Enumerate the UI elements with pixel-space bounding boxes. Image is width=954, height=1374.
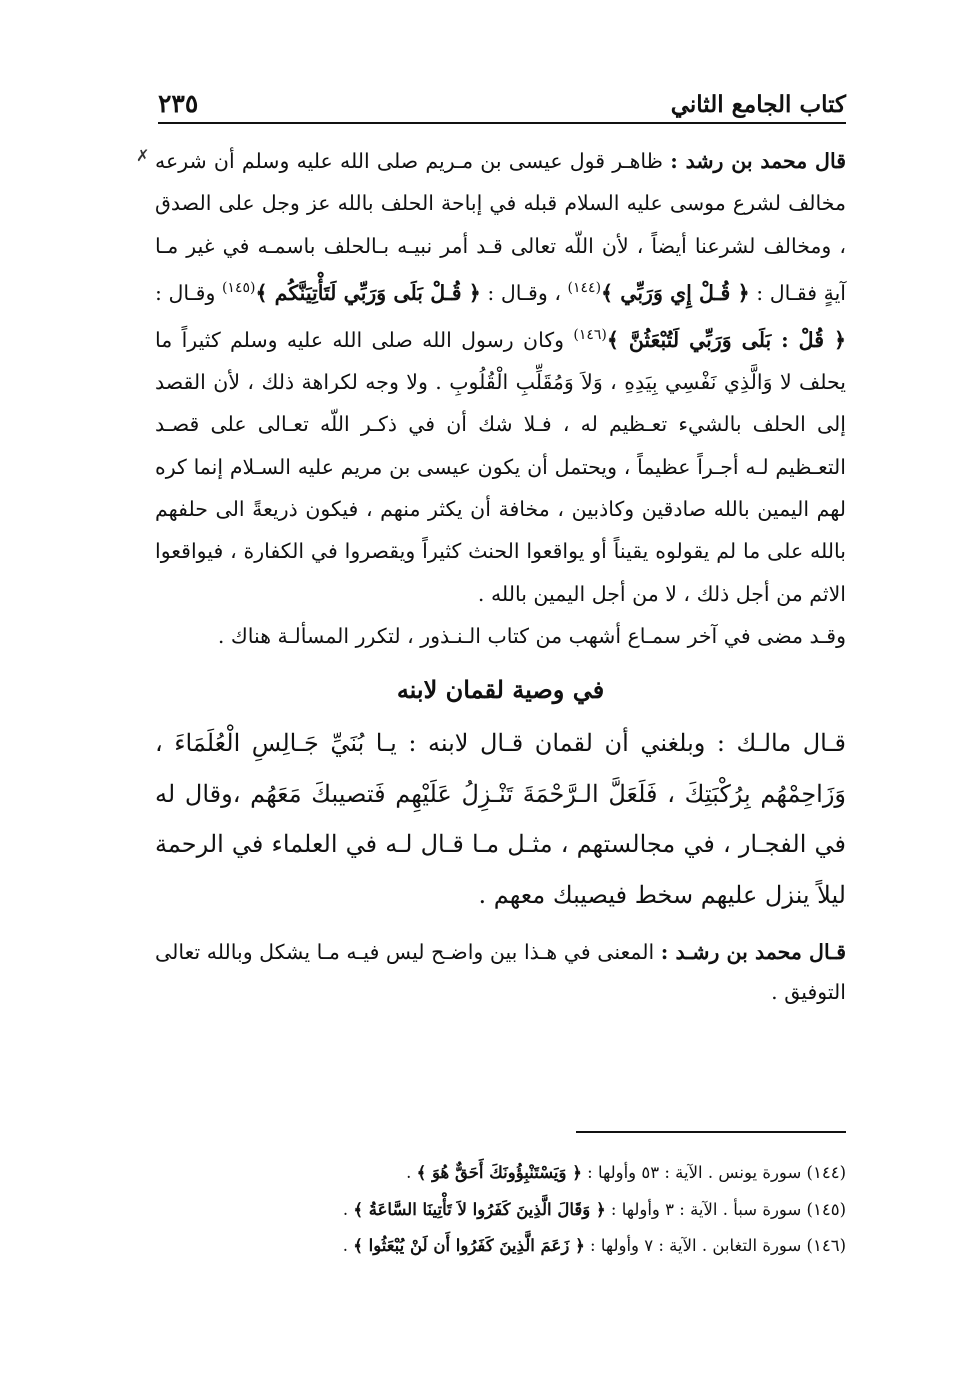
footnote-end: . (342, 1236, 354, 1255)
footnote-quote: ﴿ زَعَمَ الَّذِينَ كَفَرُوا أَن لَنْ يُبْعَثُوا ﴾ (353, 1236, 585, 1255)
paragraph-text: وكان رسول الله صلى الله عليه وسلم كثيراً ما يحلف لا وَالَّذِي نَفْسِي بِيَدِهِ ، وَلاَ وَمُقَلِّبِ الْقُلُوبِ . ولا وجه لكراهة ذلك ، لأن القصد إلى الحلف بالشيء تعـظيم له ، فـلا شك أن في ذكـر اللّه تعـالى على قصـد التعـظيم لـه أجـراً عظيماً ، ويحتمل أن يكون عيسى بن مريم عليه السـلام إنما كره لهم اليمين بالله صادقين وكاذبين ، مخافة أن يكثر منهم ، فيكون ذريعةً الى حلفهم بالله على ما لم يقولوه يقيناً أو يواقعوا الحنث كثيراً ويقصروا في الكفارة ، فيواقعوا الاثم من أجل ذلك ، لا من أجل اليمين بالله . (155, 327, 846, 606)
quran-quote: ﴿ قُلْ : بَلَى وَرَبِّي لَتُبْعَثُنَّ ﴾ (606, 327, 846, 352)
footnotes (155, 1155, 846, 1265)
footnote-ref: (١٤٥) (221, 279, 256, 296)
paragraph-note: وقـد مضى في آخر سمـاع أشهب من كتاب الـنـذور ، لتكرر المسألـة هناك . (217, 623, 846, 648)
footnote-ref: (١٤٤) (567, 279, 602, 296)
paragraph-closing (155, 932, 846, 1012)
footnote-item (155, 1228, 846, 1265)
paragraph-commentary (155, 140, 846, 615)
footnote-text: سورة سبأ . الآية : ٣ وأولها : (605, 1199, 807, 1219)
paragraph-text: ظاهـر قول عيسى بن مـريم صلى الله عليه وسلم أن شرعه مخالف لشرع موسى عليه السلام قبله في إباحة الحلف بالله عز وجل على الصدق ، ومخالف لشرعنا أيضاً ، لأن اللّه تعالى قـد أمر نبيـه بـالحلف باسمـه في غير مـا آيةٍ فقـال : (155, 149, 846, 305)
book-title: كتاب الجامع الثاني (670, 91, 846, 118)
footnote-number: (١٤٦) (806, 1236, 846, 1255)
footnote-quote: ﴿ وَيَسْتَنْبِؤُونَكَ أَحَقٌّ هُوَ ﴾ (416, 1163, 582, 1182)
footnote-number: (١٤٤) (806, 1163, 846, 1182)
footnote-end: . (406, 1163, 417, 1182)
running-header (158, 78, 846, 124)
paragraph-narration: قـال مالـك : وبلغني أن لقمان قـال لابنه : يـا بُنَيِّ جَـالِسِ الْعُلَمَاءَ ، وَزَاحِمْهُم بِرُكْبَتِكَ ، فَلَعَلَّ الـرَّحْمَةَ تَنْـزِلُ عَلَيْهِم فَتصيبكَ مَعَهُم ،وقال له في الفجـار ، في مجالستهم ، مثـل مـا قـال لـه في العلماء في الرحمة ليلاً ينزل عليهم سخط فيصيبك معهم . (155, 729, 846, 909)
footnote-item (155, 1192, 846, 1229)
footnote-text: سورة يونس . الآية : ٥٣ وأولها : (581, 1163, 807, 1182)
body-text (155, 140, 846, 1012)
section-heading: في وصية لقمان لابنه (396, 675, 605, 705)
quran-quote: ﴿ قُـلْ إِي وَرَبِّي ﴾ (601, 280, 750, 305)
paragraph-text: المعنى في هـذا بين واضـح ليس فيـه مـا يشكل وبالله تعالى التوفيق . (155, 940, 846, 1005)
footnote-end: . (342, 1199, 354, 1219)
footnote-text: سورة التغابن . الآية : ٧ وأولها : (584, 1236, 807, 1255)
paragraph-text: وقـال : (155, 280, 222, 305)
quran-quote: ﴿ قُـلْ بَلَى وَرَبِّي لَتَأْتِيَنَّكُم ﴾ (255, 280, 481, 305)
speaker-label: قـال محمد بن رشـد : (660, 940, 847, 965)
speaker-label: قال محمد بن رشد : (670, 149, 846, 173)
footnote-separator (576, 1131, 846, 1133)
footnote-number: (١٤٥) (806, 1199, 846, 1219)
footnote-quote: ﴿ وَقَالَ الَّذِينَ كَفَرُوا لاَ تَأْتِينَا السَّاعَةُ ﴾ (353, 1199, 606, 1219)
footnote-ref: (١٤٦) (573, 327, 607, 344)
footnote-item (155, 1155, 846, 1192)
page-number: ٢٣٥ (158, 89, 199, 118)
margin-mark: ✗ (136, 146, 150, 165)
paragraph-text: ، وقـال : (480, 280, 568, 305)
